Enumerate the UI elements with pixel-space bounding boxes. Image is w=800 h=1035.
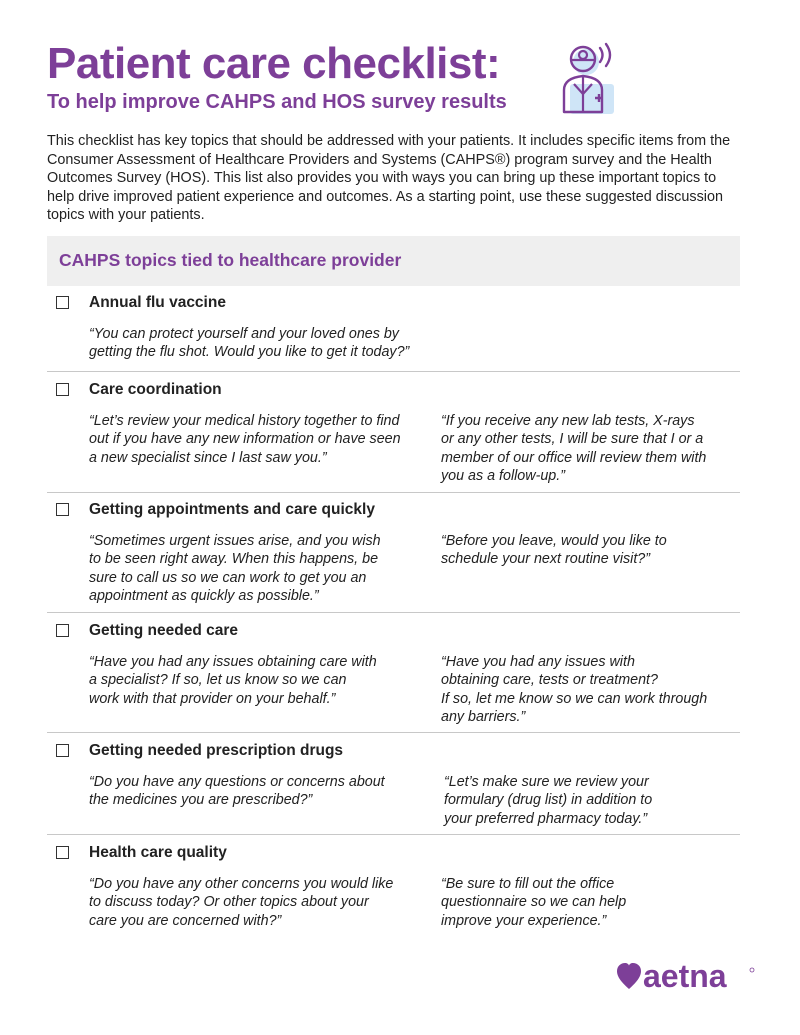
item-heading: Care coordination [89, 381, 222, 398]
svg-text:aetna: aetna [643, 960, 727, 992]
quote-right: “Let’s make sure we review your formulary (drug list) in addition to your preferred pharmacy today.” [444, 774, 653, 827]
checkbox[interactable] [56, 846, 69, 859]
quote-left: “Do you have any questions or concerns about the medicines you are prescribed?” [89, 774, 385, 809]
page-subtitle: To help improve CAHPS and HOS survey results [47, 91, 507, 113]
quote-left: “Sometimes urgent issues arise, and you wish to be seen right away. When this happens, be sure to call us so we can work to get you an appointment as quickly as possible.” [89, 533, 381, 605]
quote-left: “Have you had any issues obtaining care with a specialist? If so, let us know so we can work with that provider on your behalf.” [89, 654, 377, 707]
section-title: CAHPS topics tied to healthcare provider [59, 250, 402, 270]
aetna-logo [616, 960, 756, 992]
quote-left: “Do you have any other concerns you would like to discuss today? Or other topics about your care you are concerned with?” [89, 876, 394, 929]
item-heading: Getting needed prescription drugs [89, 742, 344, 759]
item-heading: Getting appointments and care quickly [89, 501, 375, 518]
item-heading: Annual flu vaccine [89, 294, 226, 311]
item-heading: Health care quality [89, 844, 227, 861]
section-header [47, 236, 740, 286]
divider [47, 371, 740, 372]
checkbox[interactable] [56, 296, 69, 309]
intro-paragraph: This checklist has key topics that should be addressed with your patients. It includes specific items from the Consumer Assessment of Healthcare Providers and Systems (CAHPS®) program survey and the Health Outcomes Survey (HOS). This list also provides you with ways you can bring up these important topics to help drive improved patient experience and outcomes. As a starting point, use these suggested discussion topics with your patients. [47, 133, 731, 224]
checkbox[interactable] [56, 744, 69, 757]
heart-icon [617, 963, 641, 989]
checkbox[interactable] [56, 503, 69, 516]
checkbox[interactable] [56, 624, 69, 637]
quote-right: “Before you leave, would you like to schedule your next routine visit?” [441, 533, 667, 568]
doctor-icon [556, 40, 628, 116]
checkbox[interactable] [56, 383, 69, 396]
quote-left: “You can protect yourself and your loved ones by getting the flu shot. Would you like to get it today?” [89, 326, 410, 361]
item-heading: Getting needed care [89, 622, 239, 639]
quote-right: “Be sure to fill out the office questionnaire so we can help improve your experience.” [441, 876, 627, 929]
page-title: Patient care checklist: [47, 39, 501, 88]
quote-right: “If you receive any new lab tests, X-rays or any other tests, I will be sure that I or a member of our office will review them with you as a follow-up.” [441, 413, 707, 485]
divider [47, 492, 740, 493]
divider [47, 612, 740, 613]
divider [47, 834, 740, 835]
divider [47, 732, 740, 733]
quote-left: “Let’s review your medical history together to find out if you have any new information or have seen a new specialist since I last saw you.” [89, 413, 401, 466]
quote-right: “Have you had any issues with obtaining care, tests or treatment? If so, let me know so we can work through any barriers.” [441, 654, 708, 726]
